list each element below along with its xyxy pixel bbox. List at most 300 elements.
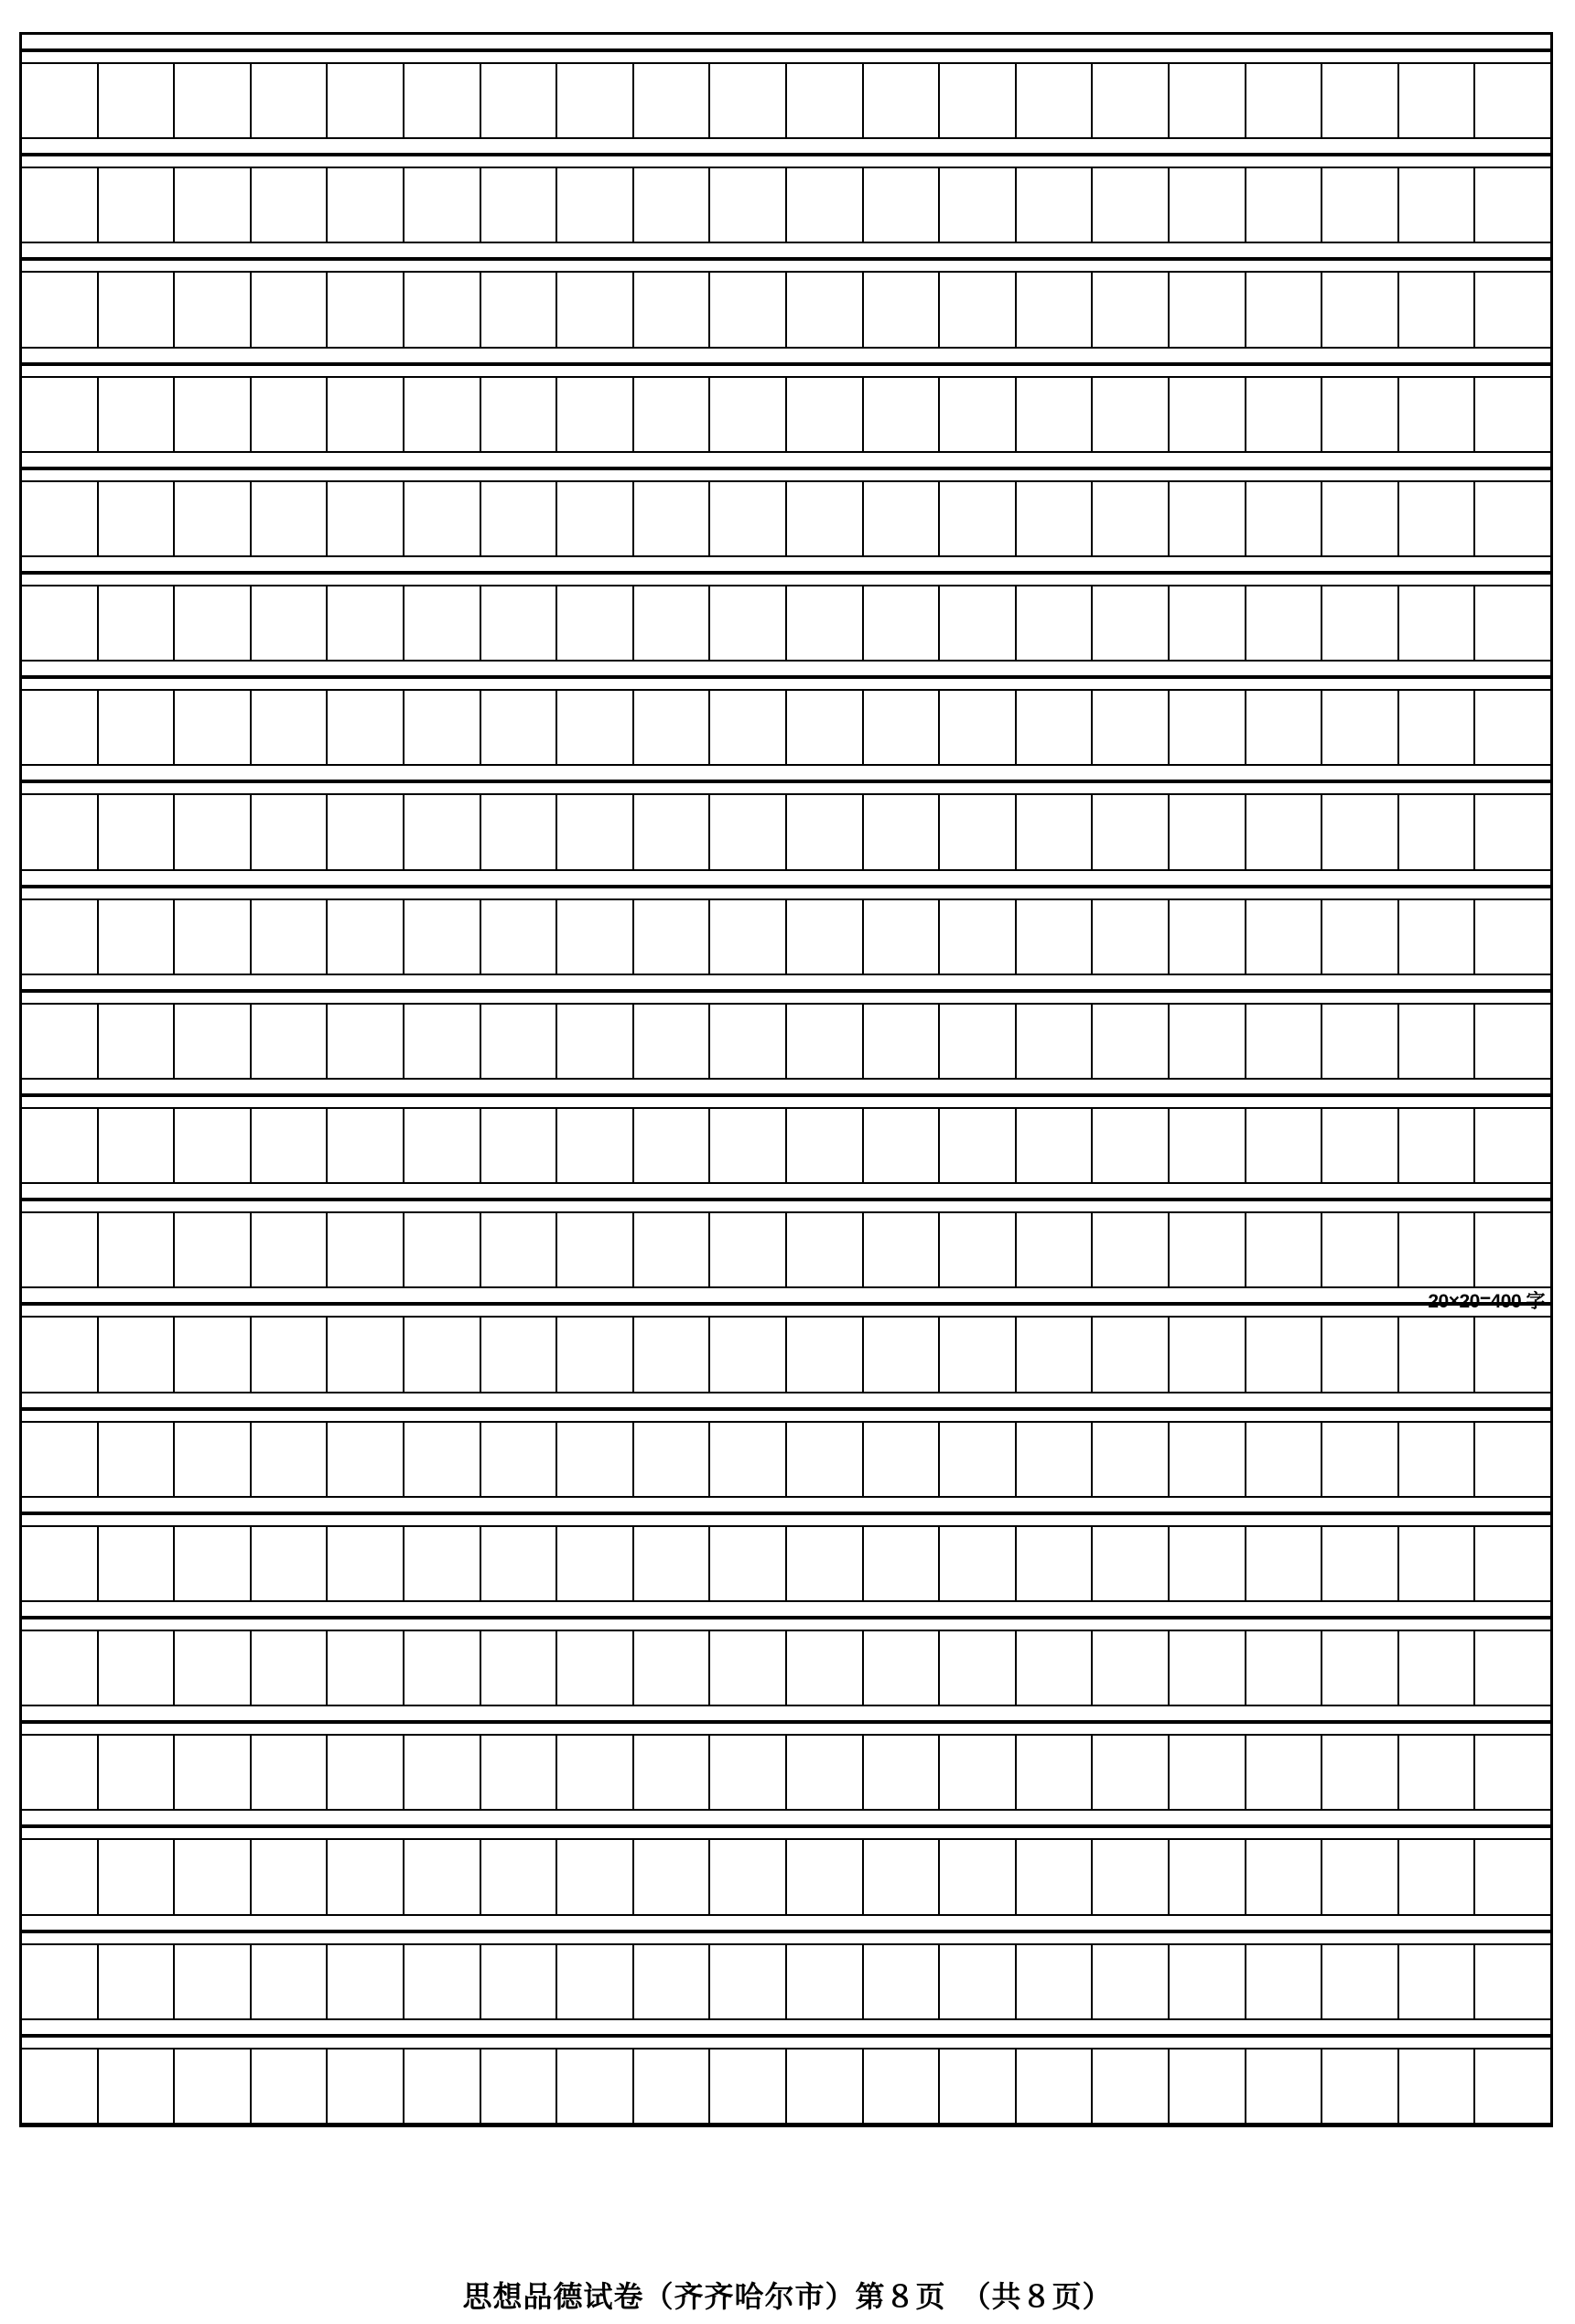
grid-cell[interactable] — [787, 586, 864, 660]
grid-cell[interactable] — [405, 482, 481, 555]
grid-cell[interactable] — [481, 1213, 558, 1286]
grid-cell[interactable] — [99, 482, 176, 555]
grid-cell[interactable] — [175, 1213, 252, 1286]
grid-cell[interactable] — [1322, 1005, 1399, 1078]
grid-cell[interactable] — [22, 273, 99, 346]
grid-cell[interactable] — [405, 1945, 481, 2018]
grid-cell[interactable] — [328, 900, 405, 974]
grid-cell[interactable] — [481, 482, 558, 555]
grid-cell[interactable] — [252, 1527, 329, 1600]
grid-cell[interactable] — [405, 378, 481, 451]
grid-cell[interactable] — [1017, 1005, 1094, 1078]
grid-cell[interactable] — [1399, 1840, 1476, 1913]
grid-cell[interactable] — [1475, 1318, 1550, 1391]
grid-cell[interactable] — [22, 1736, 99, 1809]
grid-cell[interactable] — [1399, 586, 1476, 660]
grid-cell[interactable] — [1246, 795, 1323, 868]
grid-cell[interactable] — [1322, 795, 1399, 868]
grid-cell[interactable] — [1093, 1109, 1170, 1182]
grid-cell[interactable] — [634, 168, 711, 242]
grid-cell[interactable] — [1475, 1840, 1550, 1913]
grid-cell[interactable] — [787, 1527, 864, 1600]
grid-cell[interactable] — [99, 1423, 176, 1496]
grid-cell[interactable] — [22, 1109, 99, 1182]
grid-cell[interactable] — [1093, 1527, 1170, 1600]
grid-cell[interactable] — [1017, 900, 1094, 974]
grid-cell[interactable] — [634, 1840, 711, 1913]
grid-cell[interactable] — [710, 1213, 787, 1286]
grid-cell[interactable] — [405, 795, 481, 868]
grid-cell[interactable] — [557, 691, 634, 764]
grid-cell[interactable] — [175, 1423, 252, 1496]
grid-cell[interactable] — [710, 168, 787, 242]
grid-cell[interactable] — [1170, 168, 1246, 242]
grid-cell[interactable] — [1399, 691, 1476, 764]
grid-cell[interactable] — [940, 1005, 1017, 1078]
grid-cell[interactable] — [252, 1109, 329, 1182]
grid-cell[interactable] — [1017, 1736, 1094, 1809]
grid-cell[interactable] — [1170, 1423, 1246, 1496]
grid-cell[interactable] — [1475, 900, 1550, 974]
grid-cell[interactable] — [787, 1736, 864, 1809]
grid-cell[interactable] — [252, 1213, 329, 1286]
grid-cell[interactable] — [252, 1631, 329, 1705]
grid-cell[interactable] — [634, 1213, 711, 1286]
grid-cell[interactable] — [787, 795, 864, 868]
grid-cell[interactable] — [634, 1423, 711, 1496]
grid-cell[interactable] — [1322, 273, 1399, 346]
grid-cell[interactable] — [1093, 795, 1170, 868]
grid-cell[interactable] — [175, 795, 252, 868]
grid-cell[interactable] — [1475, 273, 1550, 346]
grid-cell[interactable] — [1399, 1318, 1476, 1391]
grid-cell[interactable] — [864, 1736, 941, 1809]
grid-cell[interactable] — [1399, 1527, 1476, 1600]
grid-cell[interactable] — [481, 1840, 558, 1913]
grid-cell[interactable] — [22, 378, 99, 451]
grid-cell[interactable] — [1246, 378, 1323, 451]
grid-cell[interactable] — [1246, 1213, 1323, 1286]
grid-cell[interactable] — [1017, 1840, 1094, 1913]
grid-cell[interactable] — [1170, 1109, 1246, 1182]
grid-cell[interactable] — [1170, 64, 1246, 137]
grid-cell[interactable] — [864, 2050, 941, 2123]
grid-cell[interactable] — [1093, 1631, 1170, 1705]
grid-cell[interactable] — [1017, 691, 1094, 764]
grid-cell[interactable] — [1399, 900, 1476, 974]
grid-cell[interactable] — [405, 64, 481, 137]
grid-cell[interactable] — [1093, 378, 1170, 451]
grid-cell[interactable] — [1322, 378, 1399, 451]
grid-cell[interactable] — [1322, 2050, 1399, 2123]
grid-cell[interactable] — [99, 2050, 176, 2123]
grid-cell[interactable] — [175, 586, 252, 660]
grid-cell[interactable] — [99, 1840, 176, 1913]
grid-cell[interactable] — [940, 900, 1017, 974]
grid-cell[interactable] — [1246, 691, 1323, 764]
grid-cell[interactable] — [405, 1736, 481, 1809]
grid-cell[interactable] — [557, 795, 634, 868]
grid-cell[interactable] — [1093, 1005, 1170, 1078]
grid-cell[interactable] — [481, 691, 558, 764]
grid-cell[interactable] — [1399, 1109, 1476, 1182]
grid-cell[interactable] — [1399, 482, 1476, 555]
grid-cell[interactable] — [710, 691, 787, 764]
grid-cell[interactable] — [940, 1423, 1017, 1496]
grid-cell[interactable] — [940, 1109, 1017, 1182]
grid-cell[interactable] — [175, 482, 252, 555]
grid-cell[interactable] — [864, 900, 941, 974]
grid-cell[interactable] — [557, 273, 634, 346]
grid-cell[interactable] — [175, 1631, 252, 1705]
grid-cell[interactable] — [634, 691, 711, 764]
grid-cell[interactable] — [1475, 1736, 1550, 1809]
grid-cell[interactable] — [1170, 2050, 1246, 2123]
grid-cell[interactable] — [481, 586, 558, 660]
grid-cell[interactable] — [405, 1213, 481, 1286]
grid-cell[interactable] — [1093, 1736, 1170, 1809]
grid-cell[interactable] — [634, 1945, 711, 2018]
grid-cell[interactable] — [328, 1527, 405, 1600]
grid-cell[interactable] — [557, 482, 634, 555]
grid-cell[interactable] — [1170, 1736, 1246, 1809]
grid-cell[interactable] — [1017, 1631, 1094, 1705]
grid-cell[interactable] — [940, 1213, 1017, 1286]
grid-cell[interactable] — [328, 1213, 405, 1286]
grid-cell[interactable] — [1170, 1318, 1246, 1391]
grid-cell[interactable] — [1093, 1423, 1170, 1496]
grid-cell[interactable] — [634, 273, 711, 346]
grid-cell[interactable] — [940, 1527, 1017, 1600]
grid-cell[interactable] — [405, 1527, 481, 1600]
grid-cell[interactable] — [175, 691, 252, 764]
grid-cell[interactable] — [328, 1423, 405, 1496]
grid-cell[interactable] — [252, 64, 329, 137]
grid-cell[interactable] — [328, 378, 405, 451]
grid-cell[interactable] — [1475, 1109, 1550, 1182]
grid-cell[interactable] — [328, 1631, 405, 1705]
grid-cell[interactable] — [22, 2050, 99, 2123]
grid-cell[interactable] — [99, 1213, 176, 1286]
grid-cell[interactable] — [787, 273, 864, 346]
grid-cell[interactable] — [252, 1736, 329, 1809]
grid-cell[interactable] — [1475, 64, 1550, 137]
grid-cell[interactable] — [1246, 482, 1323, 555]
grid-cell[interactable] — [1322, 1213, 1399, 1286]
grid-cell[interactable] — [99, 64, 176, 137]
grid-cell[interactable] — [1093, 1213, 1170, 1286]
grid-cell[interactable] — [1475, 168, 1550, 242]
grid-cell[interactable] — [99, 1005, 176, 1078]
grid-cell[interactable] — [481, 1005, 558, 1078]
grid-cell[interactable] — [1170, 378, 1246, 451]
grid-cell[interactable] — [1017, 795, 1094, 868]
grid-cell[interactable] — [175, 1736, 252, 1809]
grid-cell[interactable] — [557, 1109, 634, 1182]
grid-cell[interactable] — [1093, 168, 1170, 242]
grid-cell[interactable] — [864, 691, 941, 764]
grid-cell[interactable] — [710, 482, 787, 555]
grid-cell[interactable] — [1017, 1945, 1094, 2018]
grid-cell[interactable] — [175, 1005, 252, 1078]
grid-cell[interactable] — [1475, 691, 1550, 764]
grid-cell[interactable] — [634, 1318, 711, 1391]
grid-cell[interactable] — [1170, 1213, 1246, 1286]
grid-cell[interactable] — [22, 586, 99, 660]
grid-cell[interactable] — [22, 1423, 99, 1496]
grid-cell[interactable] — [481, 1631, 558, 1705]
grid-cell[interactable] — [940, 691, 1017, 764]
grid-cell[interactable] — [328, 1840, 405, 1913]
grid-cell[interactable] — [710, 1005, 787, 1078]
grid-cell[interactable] — [1246, 1945, 1323, 2018]
grid-cell[interactable] — [252, 1423, 329, 1496]
grid-cell[interactable] — [481, 273, 558, 346]
grid-cell[interactable] — [787, 1840, 864, 1913]
grid-cell[interactable] — [328, 795, 405, 868]
grid-cell[interactable] — [405, 1109, 481, 1182]
grid-cell[interactable] — [1017, 168, 1094, 242]
grid-cell[interactable] — [634, 1527, 711, 1600]
grid-cell[interactable] — [710, 2050, 787, 2123]
grid-cell[interactable] — [328, 1109, 405, 1182]
grid-cell[interactable] — [1170, 482, 1246, 555]
grid-cell[interactable] — [940, 1318, 1017, 1391]
grid-cell[interactable] — [252, 900, 329, 974]
grid-cell[interactable] — [405, 1318, 481, 1391]
grid-cell[interactable] — [1017, 1527, 1094, 1600]
grid-cell[interactable] — [405, 900, 481, 974]
grid-cell[interactable] — [1399, 1213, 1476, 1286]
grid-cell[interactable] — [252, 273, 329, 346]
grid-cell[interactable] — [940, 168, 1017, 242]
grid-cell[interactable] — [99, 1631, 176, 1705]
grid-cell[interactable] — [481, 1423, 558, 1496]
grid-cell[interactable] — [557, 586, 634, 660]
grid-cell[interactable] — [1475, 1631, 1550, 1705]
grid-cell[interactable] — [481, 168, 558, 242]
grid-cell[interactable] — [1399, 378, 1476, 451]
grid-cell[interactable] — [405, 1005, 481, 1078]
grid-cell[interactable] — [940, 378, 1017, 451]
grid-cell[interactable] — [787, 64, 864, 137]
grid-cell[interactable] — [1093, 273, 1170, 346]
grid-cell[interactable] — [328, 1005, 405, 1078]
grid-cell[interactable] — [1475, 1945, 1550, 2018]
grid-cell[interactable] — [634, 586, 711, 660]
grid-cell[interactable] — [940, 273, 1017, 346]
grid-cell[interactable] — [1246, 1736, 1323, 1809]
grid-cell[interactable] — [22, 1945, 99, 2018]
grid-cell[interactable] — [22, 1005, 99, 1078]
grid-cell[interactable] — [557, 1945, 634, 2018]
grid-cell[interactable] — [1322, 1423, 1399, 1496]
grid-cell[interactable] — [22, 1840, 99, 1913]
grid-cell[interactable] — [864, 795, 941, 868]
grid-cell[interactable] — [710, 1318, 787, 1391]
grid-cell[interactable] — [1399, 2050, 1476, 2123]
grid-cell[interactable] — [1093, 586, 1170, 660]
grid-cell[interactable] — [328, 168, 405, 242]
grid-cell[interactable] — [787, 378, 864, 451]
grid-cell[interactable] — [99, 1109, 176, 1182]
grid-cell[interactable] — [1322, 64, 1399, 137]
grid-cell[interactable] — [864, 586, 941, 660]
grid-cell[interactable] — [1246, 1318, 1323, 1391]
grid-cell[interactable] — [787, 168, 864, 242]
grid-cell[interactable] — [328, 1318, 405, 1391]
grid-cell[interactable] — [99, 378, 176, 451]
grid-cell[interactable] — [1322, 1109, 1399, 1182]
grid-cell[interactable] — [1246, 1005, 1323, 1078]
grid-cell[interactable] — [710, 378, 787, 451]
grid-cell[interactable] — [710, 1945, 787, 2018]
grid-cell[interactable] — [481, 1736, 558, 1809]
grid-cell[interactable] — [634, 795, 711, 868]
grid-cell[interactable] — [1322, 1318, 1399, 1391]
grid-cell[interactable] — [787, 1631, 864, 1705]
grid-cell[interactable] — [710, 1527, 787, 1600]
grid-cell[interactable] — [252, 1005, 329, 1078]
grid-cell[interactable] — [22, 1631, 99, 1705]
grid-cell[interactable] — [1170, 1631, 1246, 1705]
grid-cell[interactable] — [328, 64, 405, 137]
grid-cell[interactable] — [1017, 482, 1094, 555]
grid-cell[interactable] — [99, 900, 176, 974]
grid-cell[interactable] — [1170, 900, 1246, 974]
grid-cell[interactable] — [175, 273, 252, 346]
grid-cell[interactable] — [710, 273, 787, 346]
grid-cell[interactable] — [787, 691, 864, 764]
grid-cell[interactable] — [328, 586, 405, 660]
grid-cell[interactable] — [634, 64, 711, 137]
grid-cell[interactable] — [175, 378, 252, 451]
grid-cell[interactable] — [99, 691, 176, 764]
grid-cell[interactable] — [787, 1423, 864, 1496]
grid-cell[interactable] — [1475, 1005, 1550, 1078]
grid-cell[interactable] — [787, 1005, 864, 1078]
grid-cell[interactable] — [1322, 1631, 1399, 1705]
grid-cell[interactable] — [557, 64, 634, 137]
grid-cell[interactable] — [1399, 1736, 1476, 1809]
grid-cell[interactable] — [1322, 1736, 1399, 1809]
grid-cell[interactable] — [175, 1945, 252, 2018]
grid-cell[interactable] — [1017, 1423, 1094, 1496]
grid-cell[interactable] — [1246, 1527, 1323, 1600]
grid-cell[interactable] — [252, 482, 329, 555]
grid-cell[interactable] — [1017, 378, 1094, 451]
grid-cell[interactable] — [481, 900, 558, 974]
grid-cell[interactable] — [405, 1423, 481, 1496]
grid-cell[interactable] — [864, 1840, 941, 1913]
grid-cell[interactable] — [252, 691, 329, 764]
grid-cell[interactable] — [99, 586, 176, 660]
grid-cell[interactable] — [557, 1318, 634, 1391]
grid-cell[interactable] — [481, 1318, 558, 1391]
grid-cell[interactable] — [940, 795, 1017, 868]
grid-cell[interactable] — [1475, 1213, 1550, 1286]
grid-cell[interactable] — [1322, 168, 1399, 242]
grid-cell[interactable] — [1246, 586, 1323, 660]
grid-cell[interactable] — [710, 1423, 787, 1496]
grid-cell[interactable] — [22, 900, 99, 974]
grid-cell[interactable] — [328, 273, 405, 346]
grid-cell[interactable] — [634, 1005, 711, 1078]
grid-cell[interactable] — [1475, 378, 1550, 451]
grid-cell[interactable] — [1170, 1945, 1246, 2018]
grid-cell[interactable] — [1017, 1318, 1094, 1391]
grid-cell[interactable] — [787, 1213, 864, 1286]
grid-cell[interactable] — [1246, 1109, 1323, 1182]
grid-cell[interactable] — [22, 691, 99, 764]
grid-cell[interactable] — [864, 1945, 941, 2018]
grid-cell[interactable] — [864, 378, 941, 451]
grid-cell[interactable] — [1246, 2050, 1323, 2123]
grid-cell[interactable] — [787, 1109, 864, 1182]
grid-cell[interactable] — [864, 168, 941, 242]
grid-cell[interactable] — [864, 1109, 941, 1182]
grid-cell[interactable] — [557, 900, 634, 974]
grid-cell[interactable] — [22, 1213, 99, 1286]
grid-cell[interactable] — [252, 795, 329, 868]
grid-cell[interactable] — [1399, 1005, 1476, 1078]
grid-cell[interactable] — [1322, 1945, 1399, 2018]
grid-cell[interactable] — [940, 1945, 1017, 2018]
grid-cell[interactable] — [328, 691, 405, 764]
grid-cell[interactable] — [557, 1423, 634, 1496]
grid-cell[interactable] — [405, 1631, 481, 1705]
grid-cell[interactable] — [1399, 64, 1476, 137]
grid-cell[interactable] — [405, 2050, 481, 2123]
grid-cell[interactable] — [252, 1945, 329, 2018]
grid-cell[interactable] — [99, 795, 176, 868]
grid-cell[interactable] — [1170, 586, 1246, 660]
grid-cell[interactable] — [710, 1736, 787, 1809]
grid-cell[interactable] — [1093, 691, 1170, 764]
grid-cell[interactable] — [864, 1005, 941, 1078]
grid-cell[interactable] — [481, 1527, 558, 1600]
grid-cell[interactable] — [22, 64, 99, 137]
grid-cell[interactable] — [252, 168, 329, 242]
grid-cell[interactable] — [557, 1527, 634, 1600]
grid-cell[interactable] — [328, 482, 405, 555]
grid-cell[interactable] — [1246, 1631, 1323, 1705]
grid-cell[interactable] — [1475, 1527, 1550, 1600]
grid-cell[interactable] — [1170, 691, 1246, 764]
grid-cell[interactable] — [1017, 586, 1094, 660]
grid-cell[interactable] — [557, 1631, 634, 1705]
grid-cell[interactable] — [1475, 2050, 1550, 2123]
grid-cell[interactable] — [1017, 1109, 1094, 1182]
grid-cell[interactable] — [22, 168, 99, 242]
grid-cell[interactable] — [1475, 586, 1550, 660]
grid-cell[interactable] — [1399, 1945, 1476, 2018]
grid-cell[interactable] — [1399, 1631, 1476, 1705]
grid-cell[interactable] — [99, 1527, 176, 1600]
grid-cell[interactable] — [557, 168, 634, 242]
grid-cell[interactable] — [634, 1631, 711, 1705]
grid-cell[interactable] — [22, 1527, 99, 1600]
grid-cell[interactable] — [1093, 1318, 1170, 1391]
grid-cell[interactable] — [557, 1736, 634, 1809]
grid-cell[interactable] — [328, 1945, 405, 2018]
grid-cell[interactable] — [1322, 900, 1399, 974]
grid-cell[interactable] — [940, 586, 1017, 660]
grid-cell[interactable] — [710, 1109, 787, 1182]
grid-cell[interactable] — [864, 64, 941, 137]
grid-cell[interactable] — [710, 900, 787, 974]
grid-cell[interactable] — [557, 1213, 634, 1286]
